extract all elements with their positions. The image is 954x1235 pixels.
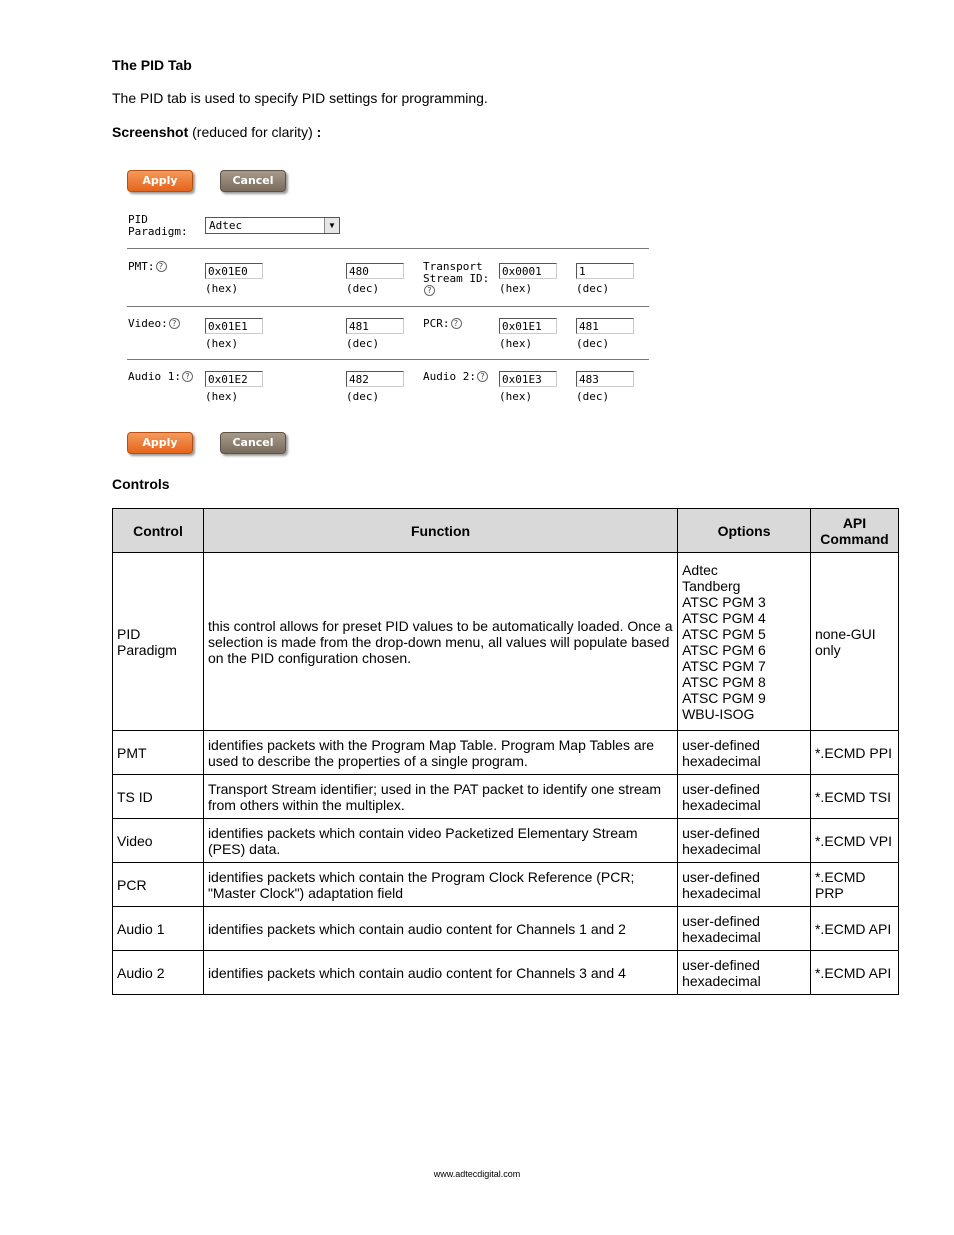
audio1-dec-input[interactable]: 482: [346, 371, 404, 387]
help-icon[interactable]: ?: [477, 371, 488, 382]
audio1-label: Audio 1: ?: [128, 371, 193, 383]
column-header: API Command: [810, 509, 898, 553]
table-row: [113, 775, 899, 819]
pcr-label: PCR: ?: [423, 318, 462, 330]
options-cell: [678, 907, 811, 951]
control-cell: Audio 1: [113, 907, 204, 951]
option-item: WBU-ISOG: [682, 705, 755, 722]
hex-unit: (hex): [205, 282, 239, 295]
video-hex-input[interactable]: 0x01E1: [205, 318, 263, 334]
table-row: [113, 731, 899, 775]
table-row: [113, 863, 899, 907]
cancel-button-bottom[interactable]: Cancel: [220, 432, 286, 454]
function-cell: identifies packets with the Program Map Table. Program Map Tables are used to describe the properties of a single program.: [203, 731, 677, 775]
help-icon[interactable]: ?: [182, 371, 193, 382]
dec-unit: (dec): [576, 282, 610, 295]
hex-unit: (hex): [205, 337, 239, 350]
divider: [127, 359, 649, 360]
options-cell: [678, 553, 811, 731]
options-cell: [678, 731, 811, 775]
help-icon[interactable]: ?: [156, 261, 167, 272]
table-row: [113, 819, 899, 863]
option-item: user-defined hexadecimal: [682, 868, 761, 901]
pmt-dec-input[interactable]: 480: [346, 263, 404, 279]
api-cell: *.ECMD VPI: [810, 819, 898, 863]
apply-button-bottom[interactable]: Apply: [127, 432, 193, 454]
help-icon[interactable]: ?: [169, 318, 180, 329]
help-icon[interactable]: ?: [424, 285, 435, 296]
pmt-hex-input[interactable]: 0x01E0: [205, 263, 263, 279]
option-item: ATSC PGM 4: [682, 609, 766, 626]
function-cell: identifies packets which contain the Program Clock Reference (PCR; "Master Clock") adaptation field: [203, 863, 677, 907]
screenshot-caption: Screenshot (reduced for clarity) :: [112, 124, 322, 140]
dec-unit: (dec): [346, 337, 380, 350]
table-row: [113, 907, 899, 951]
table-row: [113, 553, 899, 731]
table-row: [113, 951, 899, 995]
option-item: user-defined hexadecimal: [682, 824, 761, 857]
audio2-hex-input[interactable]: 0x01E3: [499, 371, 557, 387]
dec-unit: (dec): [346, 390, 380, 403]
dec-unit: (dec): [576, 390, 610, 403]
audio2-dec-input[interactable]: 483: [576, 371, 634, 387]
pcr-hex-input[interactable]: 0x01E1: [499, 318, 557, 334]
paradigm-label: PID Paradigm:: [128, 213, 188, 238]
column-header: Control: [113, 509, 204, 553]
help-icon[interactable]: ?: [451, 318, 462, 329]
options-cell: [678, 819, 811, 863]
options-cell: [678, 863, 811, 907]
pcr-dec-input[interactable]: 481: [576, 318, 634, 334]
api-cell: *.ECMD TSI: [810, 775, 898, 819]
footer-url: www.adtecdigital.com: [433, 1169, 521, 1179]
dec-unit: (dec): [576, 337, 610, 350]
chevron-down-icon: ▼: [324, 218, 339, 233]
video-dec-input[interactable]: 481: [346, 318, 404, 334]
api-cell: *.ECMD API: [810, 907, 898, 951]
hex-unit: (hex): [499, 337, 533, 350]
function-cell: identifies packets which contain audio content for Channels 3 and 4: [203, 951, 677, 995]
option-item: user-defined hexadecimal: [682, 736, 761, 769]
table-header-row: [113, 509, 899, 553]
options-cell: [678, 951, 811, 995]
function-cell: identifies packets which contain video Packetized Elementary Stream (PES) data.: [203, 819, 677, 863]
apply-button-top[interactable]: Apply: [127, 170, 193, 192]
option-item: ATSC PGM 3: [682, 593, 766, 610]
control-cell: Video: [113, 819, 204, 863]
hex-unit: (hex): [205, 390, 239, 403]
ts-hex-input[interactable]: 0x0001: [499, 263, 557, 279]
option-item: Adtec: [682, 561, 718, 578]
column-header: Options: [678, 509, 811, 553]
function-cell: Transport Stream identifier; used in the PAT packet to identify one stream from others within the multiplex.: [203, 775, 677, 819]
control-cell: PCR: [113, 863, 204, 907]
controls-title: Controls: [112, 476, 170, 492]
intro-text: The PID tab is used to specify PID settings for programming.: [112, 90, 488, 106]
hex-unit: (hex): [499, 282, 533, 295]
function-cell: identifies packets which contain audio content for Channels 1 and 2: [203, 907, 677, 951]
paradigm-select[interactable]: [205, 217, 340, 234]
page-title: The PID Tab: [112, 57, 192, 73]
api-cell: *.ECMD PPI: [810, 731, 898, 775]
controls-table: [112, 508, 899, 995]
api-cell: *.ECMD PRP: [810, 863, 898, 907]
audio2-label: Audio 2: ?: [423, 371, 488, 383]
option-item: user-defined hexadecimal: [682, 956, 761, 989]
option-item: ATSC PGM 6: [682, 641, 766, 658]
control-cell: PMT: [113, 731, 204, 775]
ts-dec-input[interactable]: 1: [576, 263, 634, 279]
divider: [127, 248, 649, 249]
control-cell: PID Paradigm: [113, 553, 204, 731]
audio1-hex-input[interactable]: 0x01E2: [205, 371, 263, 387]
option-item: user-defined hexadecimal: [682, 780, 761, 813]
api-cell: none-GUI only: [810, 553, 898, 731]
api-cell: *.ECMD API: [810, 951, 898, 995]
option-item: Tandberg: [682, 577, 741, 594]
pmt-label: PMT: ?: [128, 261, 167, 273]
function-cell: this control allows for preset PID values to be automatically loaded. Once a selection is made from the drop-down menu, all values will populate based on the PID configuration chosen.: [203, 553, 677, 731]
control-cell: Audio 2: [113, 951, 204, 995]
cancel-button-top[interactable]: Cancel: [220, 170, 286, 192]
option-item: ATSC PGM 5: [682, 625, 766, 642]
option-item: ATSC PGM 9: [682, 689, 766, 706]
dec-unit: (dec): [346, 282, 380, 295]
divider: [127, 306, 649, 307]
hex-unit: (hex): [499, 390, 533, 403]
option-item: user-defined hexadecimal: [682, 912, 761, 945]
option-item: ATSC PGM 7: [682, 657, 766, 674]
column-header: Function: [203, 509, 677, 553]
paradigm-value: Adtec: [209, 219, 243, 232]
ts-label: Transport Stream ID: ?: [423, 260, 490, 295]
control-cell: TS ID: [113, 775, 204, 819]
option-item: ATSC PGM 8: [682, 673, 766, 690]
options-cell: [678, 775, 811, 819]
video-label: Video: ?: [128, 318, 180, 330]
